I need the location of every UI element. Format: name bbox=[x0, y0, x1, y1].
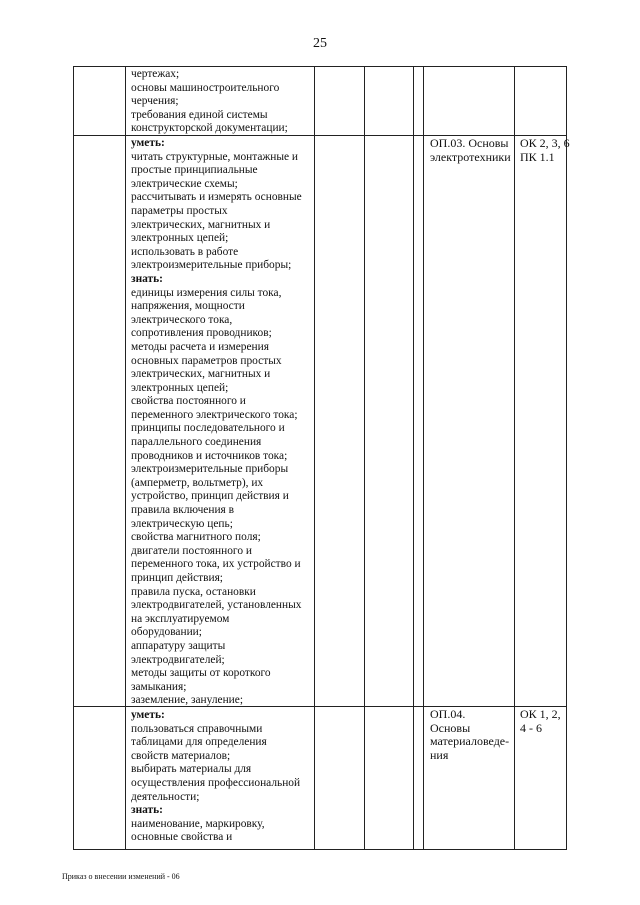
section-heading: уметь: bbox=[131, 709, 165, 721]
text-line: сопротивления проводников; bbox=[131, 327, 272, 340]
text-line: методы расчета и измерения bbox=[131, 340, 269, 353]
text-line: ния bbox=[430, 747, 449, 762]
text-line: на эксплуатируемом bbox=[131, 612, 230, 625]
column-border bbox=[314, 66, 315, 850]
text-line: устройство, принцип действия и bbox=[131, 490, 289, 503]
text-line: ОК 1, 2, bbox=[520, 707, 561, 721]
text-line: переменного тока, их устройство и bbox=[131, 558, 301, 571]
discipline-cell bbox=[430, 707, 510, 761]
discipline-cell bbox=[430, 136, 510, 163]
text-line: основы машиностроительного bbox=[131, 81, 280, 94]
text-line: электротехники bbox=[430, 149, 511, 164]
text-line: аппаратуру защиты bbox=[131, 639, 226, 652]
column-border bbox=[413, 66, 414, 850]
text-line: заземление, зануление; bbox=[131, 694, 243, 707]
text-line: конструкторской документации; bbox=[131, 122, 288, 135]
knowledge-cell bbox=[131, 137, 314, 708]
text-line: электрические схемы; bbox=[131, 177, 238, 190]
column-border bbox=[364, 66, 365, 850]
text-line: таблицами для определения bbox=[131, 736, 267, 749]
text-line: электрических, магнитных и bbox=[131, 218, 271, 231]
text-line: электронных цепей; bbox=[131, 232, 229, 245]
text-line: требования единой системы bbox=[131, 108, 268, 121]
text-line: ПК 1.1 bbox=[520, 149, 555, 164]
text-line: рассчитывать и измерять основные bbox=[131, 191, 302, 204]
text-line: ОК 2, 3, 6 bbox=[520, 136, 570, 150]
text-line: (амперметр, вольтметр), их bbox=[131, 476, 264, 489]
text-line: параметры простых bbox=[131, 204, 228, 217]
text-line: свойства магнитного поля; bbox=[131, 531, 261, 544]
text-line: использовать в работе bbox=[131, 245, 239, 258]
text-line: основные свойства и bbox=[131, 831, 233, 844]
text-line: напряжения, мощности bbox=[131, 300, 245, 313]
text-line: свойства постоянного и bbox=[131, 395, 246, 408]
text-line: единицы измерения силы тока, bbox=[131, 286, 282, 299]
page-number: 25 bbox=[313, 36, 327, 51]
text-line: электронных цепей; bbox=[131, 381, 229, 394]
text-line: читать структурные, монтажные и bbox=[131, 150, 299, 163]
text-line: деятельности; bbox=[131, 790, 200, 803]
knowledge-cell bbox=[131, 68, 314, 136]
competence-cell bbox=[520, 707, 564, 734]
text-line: проводников и источников тока; bbox=[131, 449, 288, 462]
text-line: простые принципиальные bbox=[131, 164, 258, 177]
section-heading: знать: bbox=[131, 272, 163, 285]
text-line: оборудовании; bbox=[131, 626, 202, 639]
text-line: электрических, магнитных и bbox=[131, 368, 271, 381]
column-border bbox=[566, 66, 567, 850]
table-border-top bbox=[73, 66, 567, 67]
column-border bbox=[125, 66, 126, 850]
table-border-bottom bbox=[73, 849, 567, 850]
text-line: Основы bbox=[430, 720, 471, 735]
text-line: свойств материалов; bbox=[131, 749, 231, 762]
text-line: наименование, маркировку, bbox=[131, 817, 265, 830]
column-border bbox=[73, 66, 74, 850]
text-line: правила пуска, остановки bbox=[131, 585, 256, 598]
text-line: пользоваться справочными bbox=[131, 722, 263, 735]
text-line: параллельного соединения bbox=[131, 436, 262, 449]
column-border bbox=[514, 66, 515, 850]
section-heading: знать: bbox=[131, 804, 163, 817]
text-line: электрическую цепь; bbox=[131, 517, 233, 530]
text-line: основных параметров простых bbox=[131, 354, 282, 367]
text-line: электрического тока, bbox=[131, 313, 233, 326]
curriculum-table bbox=[73, 66, 570, 850]
text-line: электроизмерительные приборы; bbox=[131, 259, 292, 272]
text-line: ОП.03. Основы bbox=[430, 136, 509, 150]
column-border bbox=[423, 66, 424, 850]
text-line: чертежах; bbox=[131, 68, 180, 80]
text-line: электроизмерительные приборы bbox=[131, 463, 289, 476]
text-line: принцип действия; bbox=[131, 572, 223, 584]
competence-cell bbox=[520, 136, 570, 164]
text-line: электродвигателей, установленных bbox=[131, 599, 302, 612]
text-line: методы защиты от короткого bbox=[131, 667, 271, 680]
text-line: черчения; bbox=[131, 95, 179, 108]
knowledge-cell bbox=[131, 709, 314, 845]
text-line: материаловеде- bbox=[430, 734, 510, 749]
text-line: замыкания; bbox=[131, 680, 187, 693]
section-heading: уметь: bbox=[131, 137, 165, 149]
text-line: правила включения в bbox=[131, 504, 235, 517]
text-line: осуществления профессиональной bbox=[131, 776, 301, 789]
text-line: электродвигателей; bbox=[131, 653, 225, 666]
text-line: переменного электрического тока; bbox=[131, 408, 298, 421]
text-line: ОП.04. bbox=[430, 707, 466, 721]
text-line: 4 - 6 bbox=[520, 720, 542, 735]
footer-note: Приказ о внесении изменений - 06 bbox=[62, 872, 180, 881]
text-line: двигатели постоянного и bbox=[131, 544, 252, 557]
text-line: выбирать материалы для bbox=[131, 763, 252, 776]
text-line: принципы последовательного и bbox=[131, 422, 285, 435]
